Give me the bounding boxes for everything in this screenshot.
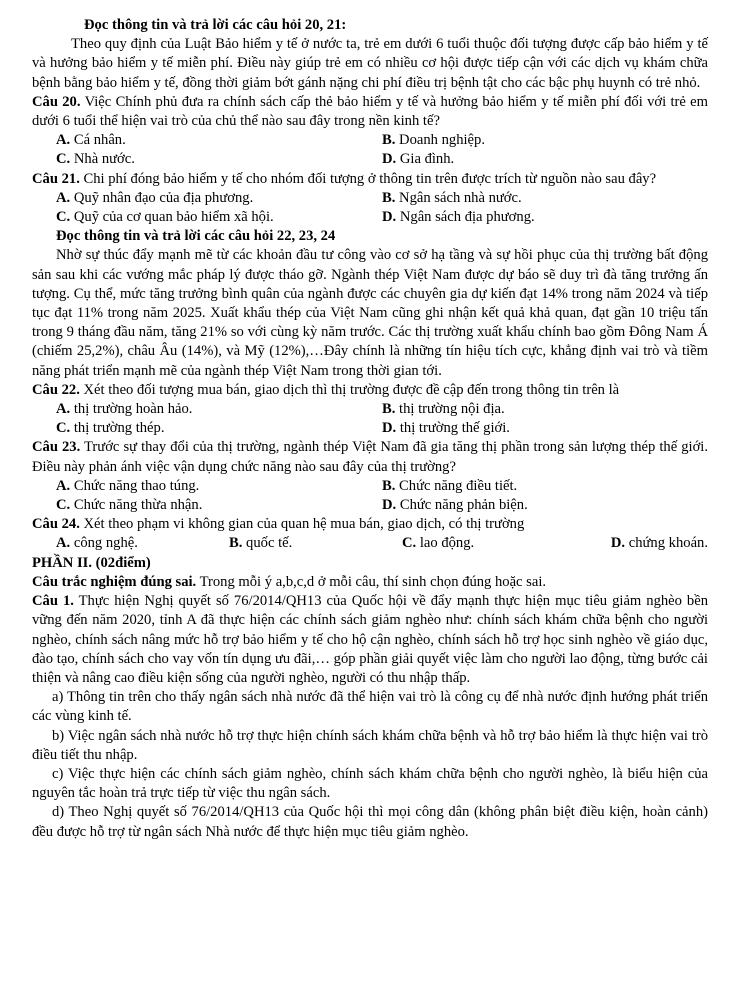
- question-21-text: Chi phí đóng bảo hiểm y tế cho nhóm đối tượng ở thông tin trên được trích từ nguồn nào sau đây?: [83, 170, 657, 187]
- q23-option-d[interactable]: D. Chức năng phản biện.: [382, 497, 528, 514]
- part-2-question-1: [32, 592, 708, 688]
- question-21-options-row-2: [32, 208, 708, 227]
- section-heading-20-21: Đọc thông tin và trả lời các câu hỏi 20, 21:: [84, 17, 347, 33]
- q20-option-d[interactable]: D. Gia đình.: [382, 151, 455, 168]
- question-21-label: Câu 21.: [32, 170, 80, 187]
- question-22-text: Xét theo đối tượng mua bán, giao dịch thì thị trường được đề cập đến trong thông tin trên là: [83, 381, 620, 398]
- q20-option-c[interactable]: C. Nhà nước.: [56, 151, 135, 168]
- q22-option-d[interactable]: D. thị trường thế giới.: [382, 420, 510, 437]
- part-2-instruction-text: Trong mỗi ý a,b,c,d ở mỗi câu, thí sinh chọn đúng hoặc sai.: [199, 573, 547, 590]
- question-23: [32, 438, 708, 476]
- part-2-instruction-label: Câu trắc nghiệm đúng sai.: [32, 573, 197, 590]
- question-20: [32, 93, 708, 131]
- q24-option-c[interactable]: C. lao động.: [402, 535, 475, 552]
- statement-d[interactable]: d) Theo Nghị quyết số 76/2014/QH13 của Quốc hội thì mọi công dân (không phân biệt điều kiện, hoàn cảnh) đều được hỗ trợ từ ngân sách Nhà nước để thực hiện mục tiêu giảm nghèo.: [32, 804, 708, 840]
- statement-c[interactable]: c) Việc thực hiện các chính sách giảm nghèo, chính sách khám chữa bệnh cho người nghèo, là biểu hiện của nguyên tắc hoàn trả trực tiếp từ việc thu ngân sách.: [32, 765, 708, 802]
- question-24: [32, 515, 708, 534]
- question-23-text: Trước sự thay đổi của thị trường, ngành thép Việt Nam đã gia tăng thị phần trong sản lượng thép thế giới. Điều này phản ánh việc vận dụng chức năng nào sau đây của thị trường?: [32, 439, 709, 475]
- question-22-options-row-1: [32, 400, 708, 419]
- question-23-label: Câu 23.: [32, 439, 81, 456]
- q21-option-a[interactable]: A. Quỹ nhân đạo của địa phương.: [56, 189, 254, 206]
- q22-option-a[interactable]: A. thị trường hoàn hảo.: [56, 401, 193, 418]
- question-22: [32, 381, 708, 400]
- question-21-options-row-1: [32, 189, 708, 208]
- q24-option-d[interactable]: D. chứng khoán.: [610, 535, 708, 552]
- q21-option-d[interactable]: D. Ngân sách địa phương.: [382, 209, 535, 226]
- q20-option-a[interactable]: A. Cá nhân.: [56, 132, 126, 149]
- q24-option-b[interactable]: B. quốc tế.: [229, 535, 293, 552]
- q21-option-c[interactable]: C. Quỹ của cơ quan bảo hiểm xã hội.: [56, 209, 274, 226]
- question-24-label: Câu 24.: [32, 516, 80, 533]
- q24-option-a[interactable]: A. công nghệ.: [56, 535, 138, 552]
- statement-b[interactable]: b) Việc ngân sách nhà nước hỗ trợ thực hiện chính sách khám chữa bệnh và hỗ trợ bảo hiểm là thực hiện vai trò điều tiết thu nhập.: [32, 727, 708, 763]
- question-23-options-row-2: [32, 496, 708, 515]
- statement-a[interactable]: a) Thông tin trên cho thấy ngân sách nhà nước đã thể hiện vai trò là công cụ để nhà nước định hướng phát triển các vùng kinh tế.: [32, 689, 708, 725]
- question-22-label: Câu 22.: [32, 381, 80, 398]
- question-24-options: [32, 534, 708, 553]
- question-21: [32, 170, 708, 189]
- part-2-question-1-label: Câu 1.: [32, 593, 74, 610]
- question-24-text: Xét theo phạm vi không gian của quan hệ mua bán, giao dịch, có thị trường: [83, 516, 525, 533]
- q23-option-b[interactable]: B. Chức năng điều tiết.: [382, 477, 518, 494]
- q22-option-b[interactable]: B. thị trường nội địa.: [382, 401, 505, 418]
- part-2-question-1-text: Thực hiện Nghị quyết số 76/2014/QH13 của Quốc hội về đẩy mạnh thực hiện mục tiêu giảm nghèo bền vững đến năm 2020, tỉnh A đã thực hiện các chính sách giảm nghèo như: chính sách khám chữa bệnh cho người nghèo, chính sách nâng mức hỗ trợ bảo hiểm y tế cho hộ cận nghèo, chính sách hỗ trợ học sinh nghèo về giáo dục, đào tạo, chính sách cho vay vốn tín dụng ưu đãi,… góp phần giải quyết việc làm cho người lao động, từng bước cải thiện và nâng cao điều kiện sống của người nghèo, người có thu nhập thấp.: [32, 593, 708, 686]
- passage-health-insurance: Theo quy định của Luật Bảo hiểm y tế ở nước ta, trẻ em dưới 6 tuổi thuộc đối tượng được cấp bảo hiểm y tế và hưởng bảo hiểm y tế miễn phí. Điều này giúp trẻ em có nhiều cơ hội được tiếp cận với các dịch vụ khám chữa bệnh bằng bảo hiểm y tế, đồng thời giảm bớt gánh nặng chi phí điều trị bệnh tật cho các bậc phụ huynh có trẻ nhỏ.: [32, 36, 708, 91]
- passage-steel-industry: Nhờ sự thúc đẩy mạnh mẽ từ các khoản đầu tư công vào cơ sở hạ tầng và sự hồi phục của thị trường bất động sản sau khi các vướng mắc pháp lý được tháo gỡ. Ngành thép Việt Nam được dự báo sẽ duy trì đà tăng trưởng ấn tượng. Cụ thể, mức tăng trưởng bình quân của ngành được các chuyên gia dự kiến đạt 14% trong năm 2024 và tiếp tục đạt 11% trong năm 2025. Xuất khẩu thép của Việt Nam cũng ghi nhận kết quả khả quan, đạt gần 10 triệu tấn trong 9 tháng đầu năm, tăng 21% so với cùng kỳ năm trước. Các thị trường xuất khẩu chính bao gồm Đông Nam Á (chiếm 25,2%), châu Âu (14%), và Mỹ (12%),…Đây chính là những tín hiệu tích cực, khẳng định vai trò và tiềm năng phát triển mạnh mẽ của ngành thép Việt Nam trong thời gian tới.: [32, 247, 708, 379]
- question-23-options-row-1: [32, 477, 708, 496]
- q23-option-c[interactable]: C. Chức năng thừa nhận.: [56, 497, 203, 514]
- section-heading-22-24: Đọc thông tin và trả lời các câu hỏi 22, 23, 24: [56, 228, 336, 245]
- question-20-text: Việc Chính phủ đưa ra chính sách cấp thẻ bảo hiểm y tế và hưởng bảo hiểm y tế miễn phí đối với trẻ em dưới 6 tuổi thể hiện vai trò của chủ thể nào sau đây trong nền kinh tế?: [32, 93, 709, 130]
- question-20-options-row-2: [32, 150, 708, 169]
- part-2-title: PHẦN II. (02điểm): [32, 554, 151, 571]
- q22-option-c[interactable]: C. thị trường thép.: [56, 420, 165, 437]
- question-20-label: Câu 20.: [32, 93, 81, 110]
- question-22-options-row-2: [32, 419, 708, 438]
- q20-option-b[interactable]: B. Doanh nghiệp.: [382, 132, 485, 149]
- q23-option-a[interactable]: A. Chức năng thao túng.: [56, 477, 200, 494]
- part-2-instruction: [32, 573, 708, 592]
- question-20-options-row-1: [32, 131, 708, 150]
- q21-option-b[interactable]: B. Ngân sách nhà nước.: [382, 189, 522, 206]
